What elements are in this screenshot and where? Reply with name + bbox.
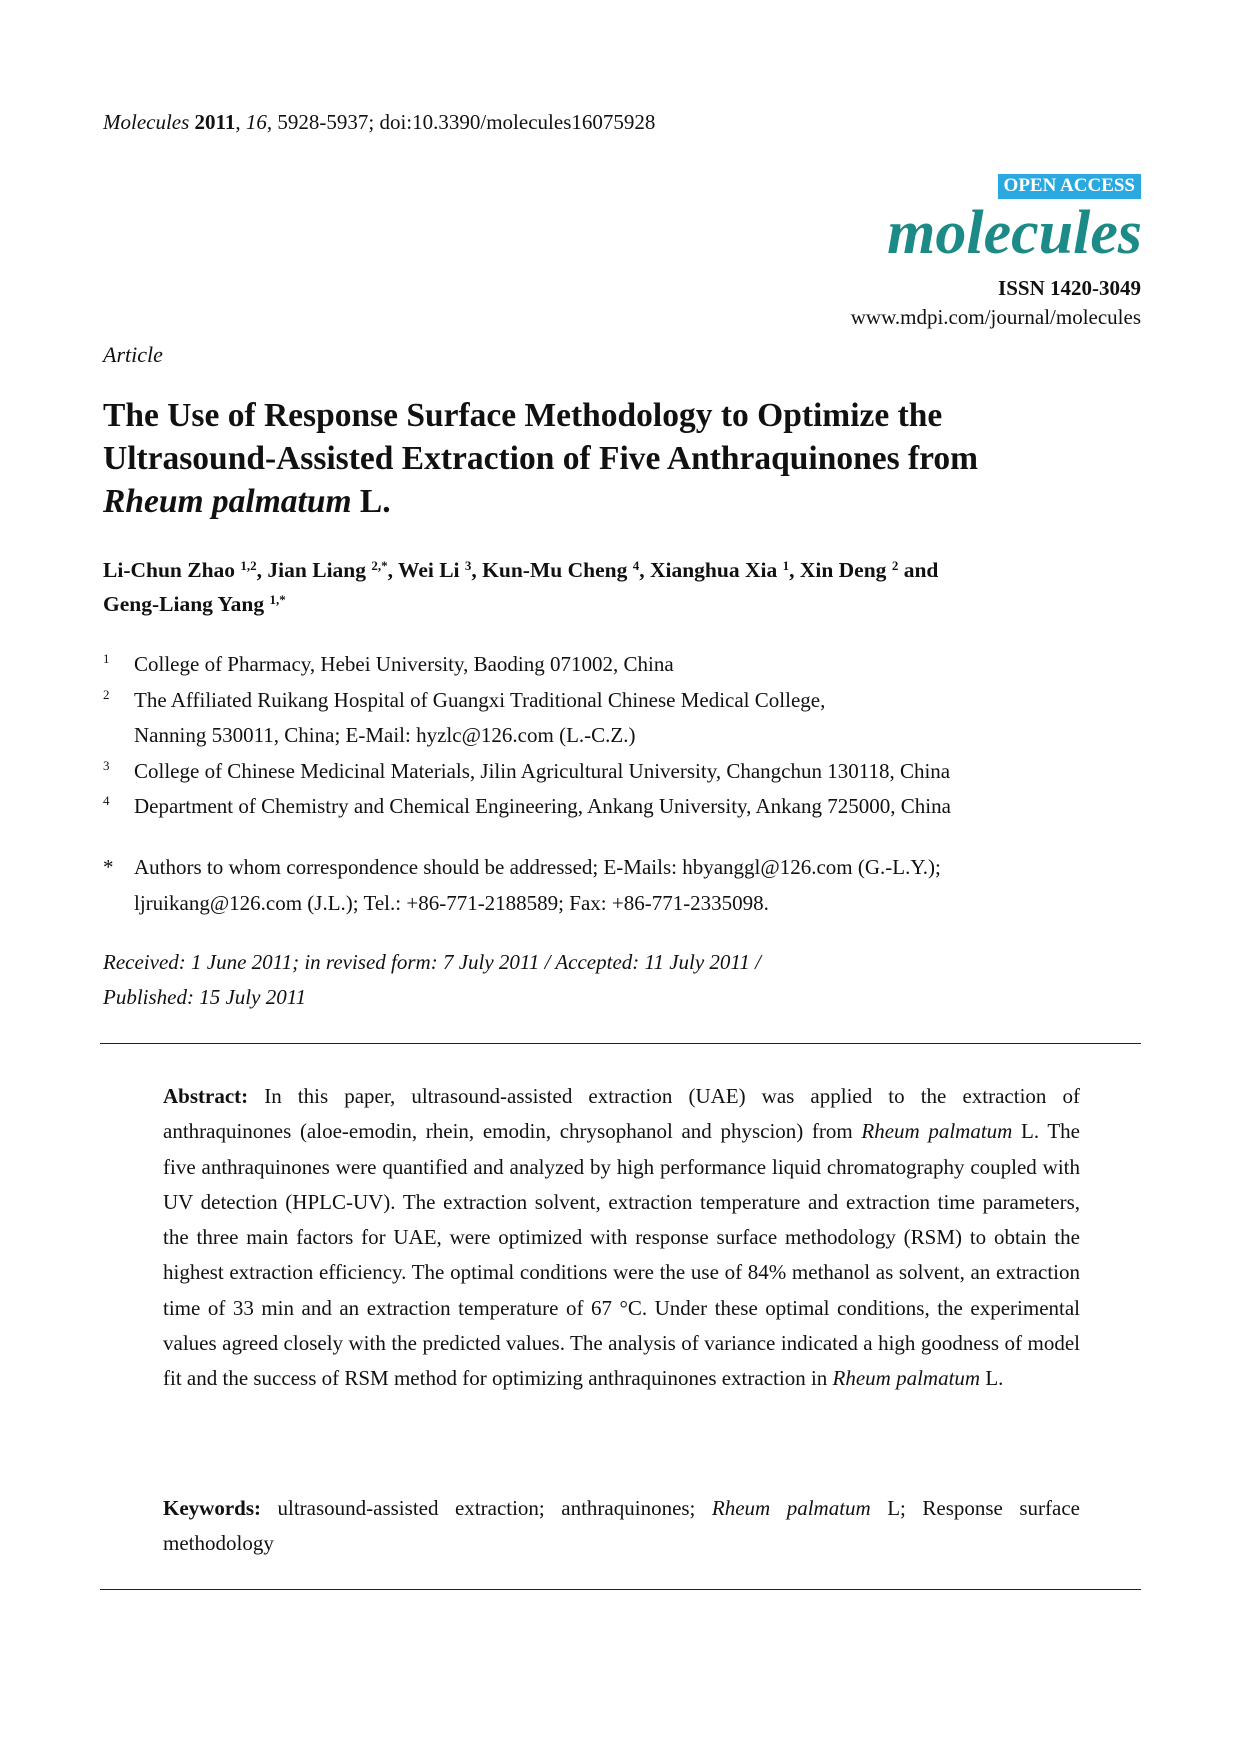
author: Geng-Liang Yang $^{1,*}$ xyxy=(103,592,286,616)
correspondence-line-1: Authors to whom correspondence should be addressed; E-Mails: hbyanggl@126.com (G.-L.Y.); xyxy=(134,855,941,879)
author: Xianghua Xia $^1$, xyxy=(649,558,800,582)
affiliation-item: 2 The Affiliated Ruikang Hospital of Guangxi Traditional Chinese Medical College, Nanning 530011, China; E-Mail: hyzlc@126.com (L.-C.Z.) xyxy=(103,686,826,747)
correspondence-star: * xyxy=(103,855,114,879)
article-type: Article xyxy=(103,342,163,367)
affiliation-item: 1 College of Pharmacy, Hebei University, Baoding 071002, China xyxy=(103,651,674,676)
abstract-label: Abstract: xyxy=(163,1084,249,1108)
author: Wei Li $^3$, xyxy=(398,558,483,582)
publication-dates xyxy=(103,945,1143,1015)
keywords-label: Keywords: xyxy=(163,1496,261,1520)
citation-journal: Molecules xyxy=(103,110,190,134)
keywords: Keywords: ultrasound-assisted extraction; anthraquinones; Rheum palmatum L; Response surface methodology xyxy=(163,1496,1080,1556)
abstract: Abstract: In this paper, ultrasound-assisted extraction (UAE) was applied to the extraction of anthraquinones (aloe-emodin, rhein, emodin, chrysophanol and physcion) from Rheum palmatum L. The five anthraquinones were quantified and analyzed by high performance liquid chromatography coupled with UV detection (HPLC-UV). The extraction solvent, extraction temperature and extraction time parameters, the three main factors for UAE, were optimized with response surface methodology (RSM) to obtain the highest extraction efficiency. The optimal conditions were the use of 84% methanol as solvent, an extraction time of 33 min and an extraction temperature of 67 °C. Under these optimal conditions, the experimental values agreed closely with the predicted values. The analysis of variance indicated a high goodness of model fit and the success of RSM method for optimizing anthraquinones extraction in Rheum palmatum L. xyxy=(163,1084,1080,1391)
citation-rest: , 5928-5937; doi:10.3390/molecules16075928 xyxy=(266,110,656,134)
citation-year: 2011 xyxy=(194,110,236,134)
author-list xyxy=(103,553,1143,621)
paper-title xyxy=(103,394,1143,523)
issn: ISSN 1420-3049 xyxy=(998,276,1141,300)
dates-line-2: Published: 15 July 2011 xyxy=(103,985,307,1009)
title-line-2: Ultrasound-Assisted Extraction of Five Anthraquinones from xyxy=(103,440,979,477)
bottom-divider xyxy=(100,1589,1141,1590)
correspondence-note xyxy=(103,850,1143,921)
author: Kun-Mu Cheng $^4$, xyxy=(482,558,650,582)
journal-url[interactable]: www.mdpi.com/journal/molecules xyxy=(850,305,1141,329)
top-divider xyxy=(100,1043,1141,1044)
citation-line: Molecules 2011, 16, 5928-5937; doi:10.3390/molecules16075928 xyxy=(103,110,656,134)
dates-line-1: Received: 1 June 2011; in revised form: 7 July 2011 / Accepted: 11 July 2011 / xyxy=(103,950,761,974)
author: Jian Liang $^{2,*}$, xyxy=(267,558,398,582)
correspondence-line-2: ljruikang@126.com (J.L.); Tel.: +86-771-2188589; Fax: +86-771-2335098. xyxy=(134,890,769,915)
journal-logo-text: molecules xyxy=(887,199,1142,267)
citation-volume: 16 xyxy=(245,110,267,134)
affiliation-item: 4 Department of Chemistry and Chemical Engineering, Ankang University, Ankang 725000, China xyxy=(103,793,951,818)
affiliation-item: 3 College of Chinese Medicinal Materials, Jilin Agricultural University, Changchun 130118, China xyxy=(103,757,951,783)
open-access-badge: OPEN ACCESS xyxy=(998,174,1141,199)
affiliation-list xyxy=(103,647,1143,825)
title-suffix: L. xyxy=(351,483,391,520)
title-species: Rheum palmatum xyxy=(103,483,352,520)
title-line-3 xyxy=(103,480,1143,523)
author: Li-Chun Zhao $^{1,2}$, xyxy=(103,558,268,582)
title-line-1: The Use of Response Surface Methodology to Optimize the xyxy=(103,397,943,434)
author: Xin Deng $^2$ and xyxy=(799,558,939,582)
